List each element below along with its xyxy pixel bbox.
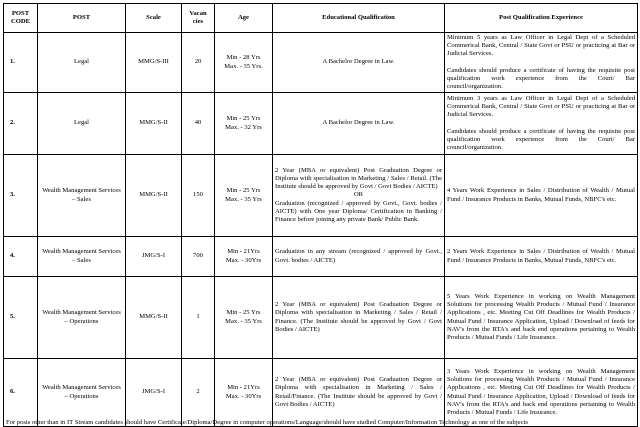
post-code-cell: 5.: [4, 277, 38, 359]
experience-cell: [445, 237, 638, 277]
qualification-cell: [273, 93, 445, 155]
qualification-cell: [273, 359, 445, 427]
header-scale: Scale: [126, 4, 182, 33]
scale-cell: JMG/S-I: [126, 359, 182, 427]
experience-cell: [445, 359, 638, 427]
age-cell: [215, 93, 273, 155]
age-max: Max. - 35 Yrs.: [224, 62, 263, 70]
age-max: Max. - 30Yrs: [225, 256, 262, 264]
qualification-text: 2 Year (MBA or equivalent) Post Graduation Degree or Diploma with specialisation in Marketing / Sales / Retail / Finance. (The Institute should be approved by Govt / Govt Bodies / AICTE): [275, 301, 442, 333]
header-post-code: POST CODE: [4, 4, 38, 33]
post-cell: Legal: [38, 33, 126, 93]
post-cell: Wealth Management Services – Operations: [38, 359, 126, 427]
scale-cell: MMG/S-II: [126, 93, 182, 155]
age-min: Min - 21Yrs: [227, 248, 260, 256]
table-row: [4, 277, 638, 359]
scale-cell: MMG/S-II: [126, 155, 182, 237]
age-max: Max. - 35 Yrs: [225, 317, 262, 325]
experience-text: 5 Years Work Experience in working on Wealth Management Solutions for processing Wealth Products / Mutual Fund / Insurance Applications , etc. Meeting Cut Off Deadlines for Wealth Products / Mutual Fund / Insurance Application, Upload / Download of feeds for NAV's from the RTA's and back end operations pertaining to Wealth Products / Mutual Funds / Life Insurance.: [447, 292, 635, 341]
age-cell: [215, 359, 273, 427]
experience-text: Minimum 5 years as Law Officer in Legal Dept of a Scheduled Commerical Bank, Central / State Govt or PSU or practicing at Bar or Judicial Services.: [447, 33, 635, 58]
qualification-text: 2 Year (MBA or equivalent) Post Graduation Degree or Diploma with specialisation in Marketing / Sales / Retail. (The Institute should be approved by Govt / Govt Bodies / AICTE): [275, 166, 442, 191]
experience-text: 4 Years Work Experience in Sales / Distribution of Wealth / Mutual Fund / Insurance Products in Banks, Mutual Funds, NBFC's etc.: [447, 187, 635, 203]
qualification-text: A Bachelor Degree in Law.: [322, 58, 395, 66]
experience-text: 2 Years Work Experience in Sales / Distribution of Wealth / Mutual Fund / Insurance Products in Banks, Mutual Funds, NBFC's etc.: [447, 248, 635, 264]
age-cell: [215, 277, 273, 359]
post-code-cell: 2.: [4, 93, 38, 155]
age-cell: [215, 155, 273, 237]
header-educational-qualification: Educational Qualification: [273, 4, 445, 33]
qualification-text: Graduation in any stream (recognized / approved by Govt., Govt. bodies / AICTE): [275, 248, 442, 264]
footnote-text: For posts other than in IT Stream candidates should have Certificate/Diploma/Degree in computer operations/Language/should have studied Computer/Information Technology as one of the subjects: [6, 419, 528, 426]
experience-text: 3 Years Work Experience in working on Wealth Management Solutions for processing Wealth Products / Mutual Fund / Insurance Applications , etc. Meeting Cut Off Deadlines for Wealth Products / Mutual Fund / Insurance Application, Upload / Download of feeds for NAV's from the RTA's and back end operations pertaining to Wealth Products / Mutual Funds / Life Insurance.: [447, 367, 635, 416]
age-min: Min - 25 Yrs: [226, 115, 261, 123]
experience-text: Minimum 3 years as Law Officer in Legal Dept of a Scheduled Commerical Bank, Central / State Govt or PSU or practicing at Bar or Judicial Services.: [447, 94, 635, 119]
vacancies-cell: 2: [182, 359, 215, 427]
qualification-alternative: Graduation (recognized / approved by Govt., Govt. bodies / AICTE) with One year Diploma/ Certification in Banking / Finance before joining any private Bank/ Public Bank.: [275, 199, 442, 223]
header-age: Age: [215, 4, 273, 33]
qualification-or: OR: [353, 191, 364, 199]
post-code-cell: 6.: [4, 359, 38, 427]
table-row: [4, 93, 638, 155]
age-max: Max. - 30Yrs: [225, 392, 262, 400]
experience-cell: [445, 277, 638, 359]
qualification-cell: [273, 277, 445, 359]
vacancies-cell: 20: [182, 33, 215, 93]
experience-cell: [445, 93, 638, 155]
table-header-row: [4, 4, 638, 33]
vacancies-cell: 700: [182, 237, 215, 277]
age-max: Max. - 32 Yrs: [225, 123, 262, 131]
post-cell: Wealth Management Services – Sales: [38, 237, 126, 277]
experience-cell: [445, 33, 638, 93]
post-cell: Legal: [38, 93, 126, 155]
post-code-cell: 4.: [4, 237, 38, 277]
age-min: Min - 28 Yrs: [226, 54, 261, 62]
age-cell: [215, 33, 273, 93]
table-row: [4, 155, 638, 237]
scale-cell: MMG/S-II: [126, 277, 182, 359]
qualification-text: 2 Year (MBA or equivalent) Post Graduation Degree or Diploma with specialisation in Marketing / Sales / Retail/Finance. (The Institute should be approved by Govt / Govt Bodies / AICTE): [275, 376, 442, 408]
post-cell: Wealth Management Services – Operations: [38, 277, 126, 359]
qualification-cell: [273, 237, 445, 277]
post-code-cell: 3.: [4, 155, 38, 237]
qualification-cell: [273, 155, 445, 237]
vacancies-cell: 40: [182, 93, 215, 155]
post-code-cell: 1.: [4, 33, 38, 93]
header-post-qualification-experience: Post Qualification Experience: [445, 4, 638, 33]
table-row: [4, 359, 638, 427]
vacancies-cell: 1: [182, 277, 215, 359]
table-row: [4, 237, 638, 277]
age-cell: [215, 237, 273, 277]
qualification-cell: [273, 33, 445, 93]
qualification-text: A Bachelor Degree in Law.: [322, 119, 395, 127]
age-min: Min - 25 Yrs: [226, 309, 261, 317]
post-cell: Wealth Management Services – Sales: [38, 155, 126, 237]
age-min: Min - 25 Yrs: [226, 187, 261, 195]
table-row: [4, 33, 638, 93]
header-post: POST: [38, 4, 126, 33]
experience-note: Candidates should produce a certificate of having the requisite post qualification work experience from the Court/ Bar council/organization.: [447, 127, 635, 151]
header-vacancies: Vacan cies: [182, 4, 215, 33]
experience-note: Candidates should produce a certificate of having the requisite post qualification work experience from the Court/ Bar council/organization.: [447, 66, 635, 90]
recruitment-table: [3, 3, 638, 427]
scale-cell: JMG/S-I: [126, 237, 182, 277]
scale-cell: MMG/S-III: [126, 33, 182, 93]
experience-cell: [445, 155, 638, 237]
vacancies-cell: 150: [182, 155, 215, 237]
age-min: Min - 21Yrs: [227, 384, 260, 392]
age-max: Max. - 35 Yrs: [225, 195, 262, 203]
